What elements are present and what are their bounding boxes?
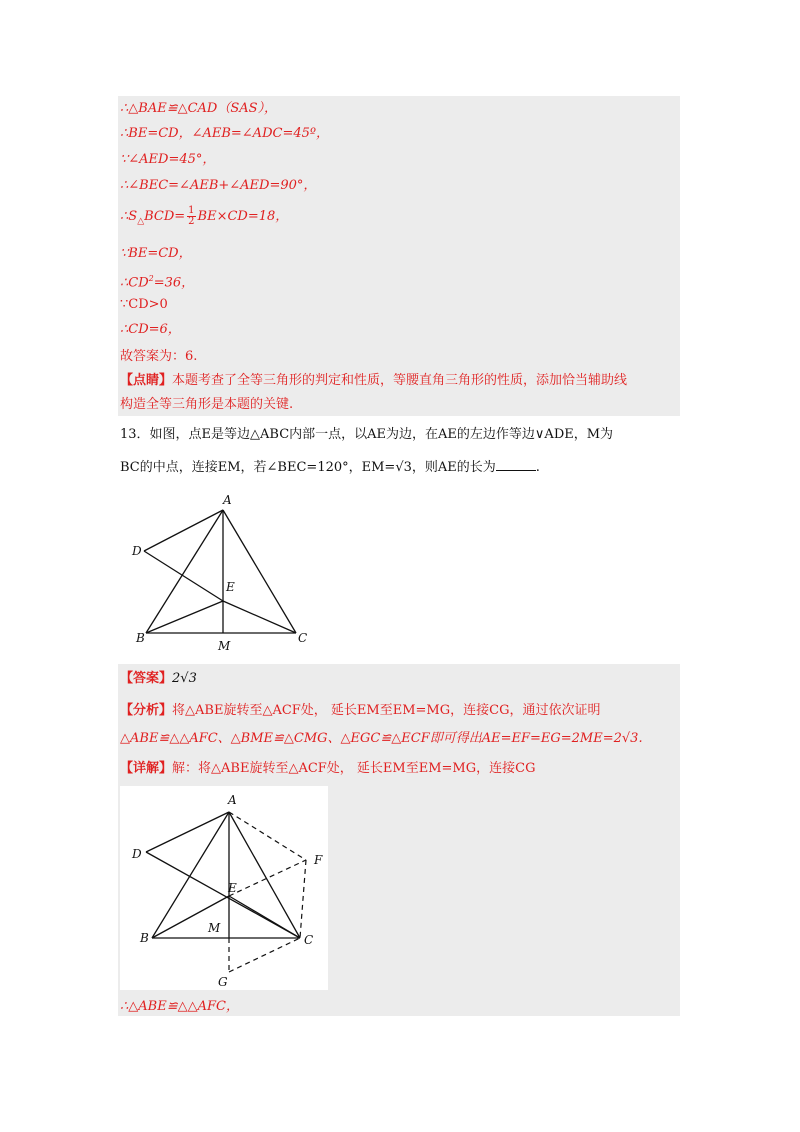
- segment-ef-dashed: [229, 860, 306, 896]
- solution-line-2: ∴BE=CD，∠AEB=∠ADC=45º，: [120, 126, 329, 141]
- comment-line-2: 构造全等三角形是本题的关键.: [120, 397, 294, 412]
- solution-line-1: ∴△BAE≌△CAD（SAS），: [120, 101, 278, 116]
- analysis-tag: 【分析】: [120, 703, 173, 718]
- comment-tag: 【点睛】: [120, 373, 173, 388]
- label-d: D: [132, 847, 142, 861]
- solution-line-4: ∴∠BEC=∠AEB+∠AED=90°，: [120, 178, 317, 193]
- label-f: F: [314, 853, 323, 867]
- comment-line-1: 【点睛】本题考查了全等三角形的判定和性质，等腰直角三角形的性质，添加恰当辅助线: [120, 373, 628, 388]
- segment-ec: [229, 896, 300, 938]
- segment-de: [144, 551, 223, 601]
- label-g: G: [218, 975, 228, 989]
- solution-line-8: ∵CD>0: [120, 297, 168, 312]
- segment-dc: [146, 852, 300, 938]
- label-m: M: [208, 921, 221, 935]
- solution-line-7: $\therefore CD^2=36$，: [120, 274, 195, 291]
- figure-1: [126, 490, 326, 655]
- analysis-line-1: 【分析】将△ABE旋转至△ACF处， 延长EM至EM=MG，连接CG，通过依次证明: [120, 703, 601, 718]
- solution-line-area: $\therefore S_\triangle BCD=$ $\frac{1}{2}$ BE×CD=18，: [120, 205, 289, 227]
- answer-tag: 【答案】: [120, 671, 173, 686]
- solution-bg-top: [118, 96, 680, 416]
- label-b: B: [140, 931, 149, 945]
- label-a: A: [228, 793, 237, 807]
- answer-value: 2√3: [172, 671, 197, 686]
- label-m: M: [218, 639, 231, 653]
- last-solution-line: ∴△ABE≌△△AFC，: [120, 999, 239, 1014]
- label-a: A: [223, 493, 232, 507]
- solution-answer-line: 故答案为：6.: [120, 349, 198, 364]
- figure-2: [120, 786, 328, 990]
- answer-blank: [496, 458, 536, 471]
- label-b: B: [136, 631, 145, 645]
- solution-line-6: ∵BE=CD，: [120, 246, 192, 261]
- segment-ad: [144, 510, 223, 551]
- solution-line-3: ∵∠AED=45°，: [120, 152, 216, 167]
- segment-fc-dashed: [300, 860, 306, 938]
- question-number: 13．: [120, 427, 150, 442]
- label-e: E: [226, 580, 235, 594]
- segment-be: [146, 601, 223, 633]
- detail-tag: 【详解】: [120, 761, 173, 776]
- segment-ac: [223, 510, 296, 633]
- segment-ab: [146, 510, 223, 633]
- detail-line-1: 【详解】解：将△ABE旋转至△ACF处， 延长EM至EM=MG，连接CG: [120, 761, 536, 776]
- segment-ac: [229, 812, 300, 938]
- label-c: C: [304, 933, 314, 947]
- question-line-2: BC的中点，连接EM，若∠BEC=120°，EM=√3，则AE的长为 .: [120, 460, 540, 475]
- label-e: E: [228, 881, 237, 895]
- question-line-1: 13．如图，点E是等边△ABC内部一点，以AE为边，在AE的左边作等边∨ADE，M为: [120, 427, 614, 442]
- label-c: C: [298, 631, 308, 645]
- label-d: D: [132, 544, 142, 558]
- solution-line-9: ∴CD=6，: [120, 322, 181, 337]
- answer-line: [120, 670, 197, 688]
- segment-ec: [223, 601, 296, 633]
- segment-gc-dashed: [229, 938, 300, 972]
- segment-af-dashed: [229, 812, 306, 860]
- analysis-line-2: △ABE≌△△AFC、△BME≌△CMG、△EGC≌△ECF即可得出AE=EF=EG=2ME=2√3.: [120, 731, 643, 746]
